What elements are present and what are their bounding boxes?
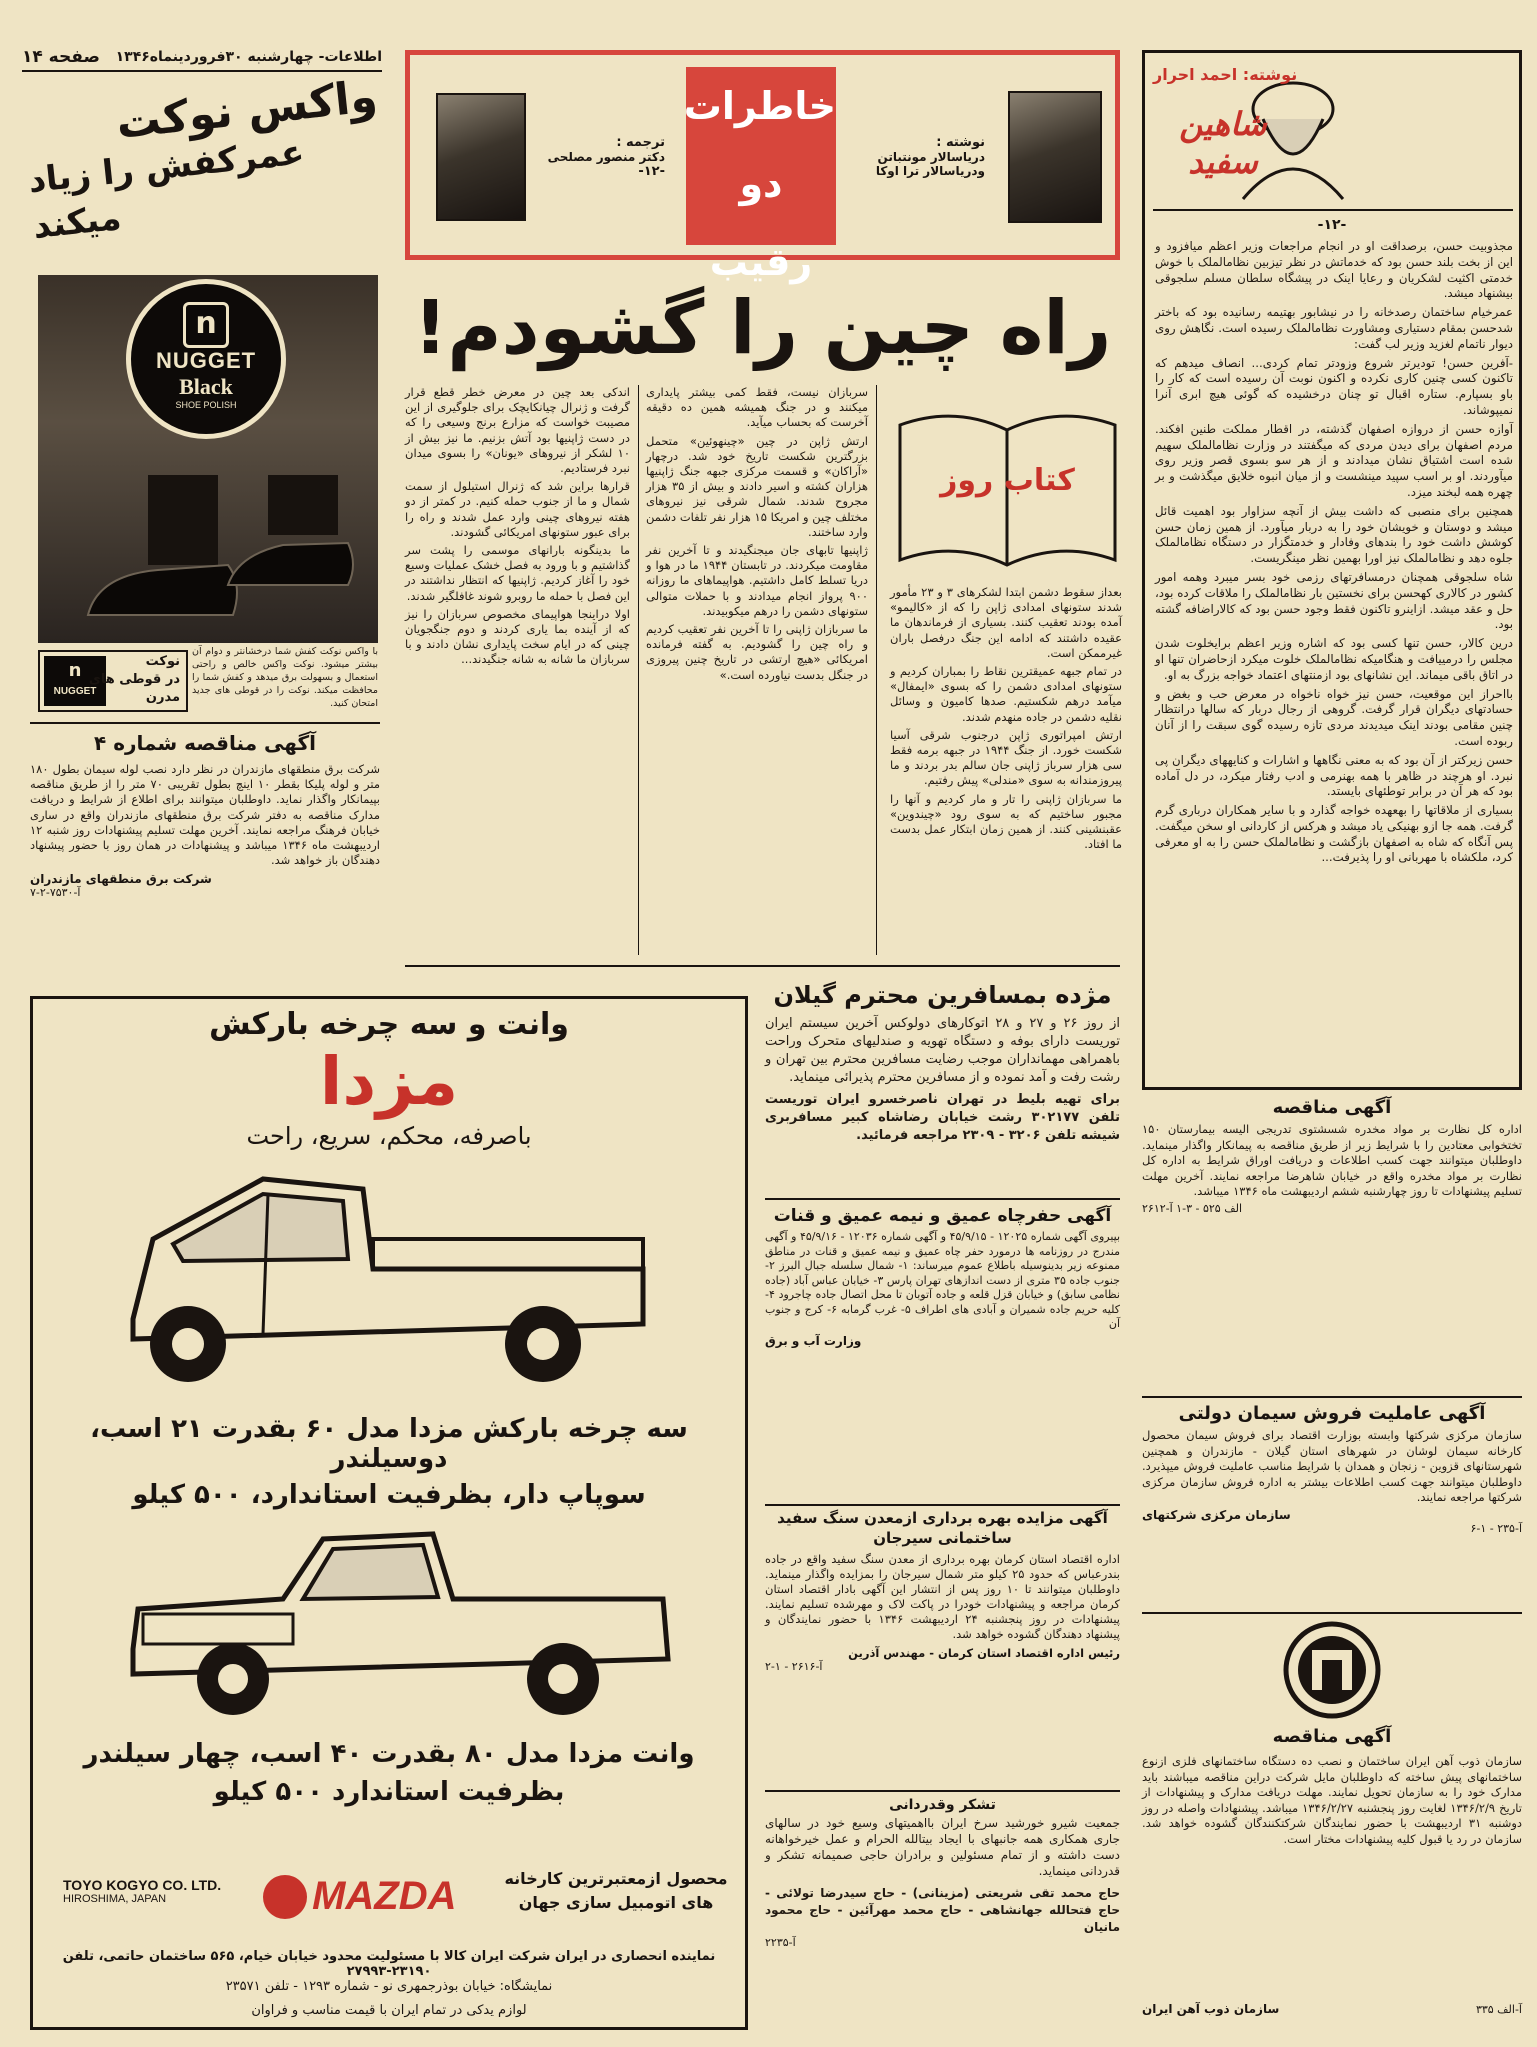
mazda-logo (263, 1874, 503, 1922)
divider (1142, 1396, 1522, 1398)
serial-col-c-p3: ارتش امپراتوری ژاپن درجنوب شرقی آسیا شکست خورد. از جنگ ۱۹۴۴ در جبهه برمه فقط سی هزار سرباز ژاپنی جان سالم بدر بردند و ما پیروزمندانه به سوی «مندلی» پیش رفتیم. (890, 727, 1122, 788)
nugget-box-brand: NUGGET (53, 686, 97, 697)
author-1: دریاسالار مونتباتن (877, 150, 985, 164)
ad-well-body: بپیروی آگهی شماره ۱۲۰۲۵ - ۴۵/۹/۱۵ و آگهی شماره ۱۲۰۳۶ - ۴۵/۹/۱۶ و آگهی مندرج در روزنامه ها درمورد حفر چاه عمیق و نیمه عمیق و قنات در مناطق ممنوعه زیر بدینوسیله باطلاع عموم میرساند: ۱- شمال سلسله جبال البرز ۲- جنوب جاده ۳۵ متری از دست اندازهای تهران پارس ۳- خیابان عباس آباد (جاده نظامی سابق) و خیابان قزل قلعه و جاده آتوبان تا محل اتصال جاده چاجرود ۴- کلیه حریم جاده شمیران و آبادی های اطراف ۵- غرب گرمابه ۶- کرج و جنوب آن (765, 1230, 1121, 1330)
ad-well (765, 1202, 1120, 1502)
page-number: صفحه ۱۴ (22, 47, 100, 67)
serial-col-a-p1: سربازان نیست، فقط کمی بیشتر پایداری میکنند و در جنگ همیشه همین ده دقیقه آخرست که بحساب میآید. (646, 385, 868, 430)
nugget-tin (126, 279, 286, 439)
white-falcon-chapter: -۱۲- (1317, 217, 1347, 233)
ad-nugget-headline2: عمرکفش را زیاد میکند (26, 132, 307, 247)
ad-stone-code: آ-۲۶۱۶ - ۱-۲ (765, 1660, 823, 1673)
ad-stone-body: اداره اقتصاد استان کرمان بهره برداری از معدن سنگ سفید واقع در جاده بندرعباس که حدود ۲۵ کیلو متر شمال سیرجان را بمزایده واگذار مینماید. داوطلبان میتوانند تا ۱۰ روز پس از انتشار این آگهی بادار اقتصاد استان کرمان مراجعه و پیشنهادات خودرا در پاکت لاک و مهرشده تسلیم نمایند. پیشنهادات در روز پنجشنبه ۲۴ اردیبهشت ۱۳۴۶ با حضور نمایندگان و پیشنهاد دهندگان گشوده خواهد شد. (765, 1552, 1121, 1641)
nugget-box-line1: نوکت (145, 654, 180, 669)
page-masthead (22, 46, 382, 72)
ad-cement-body: سازمان مرکزی شرکتها وابسته بوزارت اقتصاد برای فروش سیمان محصول کارخانه سیمان لوشان در شهرهای استان گیلان - مازندران و همچنین شهرستانهای قزوین - زنجان و همدان با شرایط مناسب عاملیت فروش میپذیرد. داوطلبان میتوانند جهت کسب اطلاعات بیشتر به اداره فروش سازمان مرکزی شرکتها مراجعه نمایند. (1142, 1428, 1522, 1504)
serial-col-b-p2: قرارها براین شد که ژنرال استیلول از سمت شمال و ما از جنوب حمله کنیم. در کمتر از دو هفته نیروهای چینی وارد عمل شدند و راه را برای عبور ستونهای امریکائی گشودند. (405, 479, 630, 539)
translator-name: دکتر منصور مصلحی (547, 150, 665, 164)
serial-col-a-p3: ژاپنیها تابهای جان میجنگیدند و تا آخرین نفر مقاومت میکردند. در تابستان ۱۹۴۴ ما در هوا و دریا تسلط کامل داشتیم. هواپیماهای ما روزانه ۹۰۰ پرواز انجام میدادند و با حملات متوالی ستونهای دشمن را درهم میکوبیدند. (646, 543, 868, 618)
ad-nugget-caption: با واکس نوکت کفش شما درخشانتر و دوام آن بیشتر میشود. نوکت واکس خالص و راحتی استعمال و بسهولت برق میدهد و کفش شما را محافظت میکند. نوکت را در قوطی های جدید امتحان کنید. (192, 646, 378, 709)
white-falcon-author: نوشته: احمد احرار (1153, 65, 1298, 84)
divider (1142, 1612, 1522, 1614)
tender-narcotics-body: اداره کل نظارت بر مواد مخدره شسشتوی تدریجی الیسه بیمارستان ۱۵۰ تختخوابی معتادین را با شرایط زیر از طریق مناقصه به پیمانکار واگذار مینماید. داوطلبان میتوانند جهت کسب اطلاعات و دریافت اوراق شرایط به اداره کل نظارت بر مواد مخدره واقع در خیابان شاهرضا مراجعه نمایند. آخرین مهلت تسلیم پیشنهادات تا روز چهارشنبه ششم اردیبهشت ماه ۱۳۴۶ میباشد. (1142, 1122, 1522, 1198)
serial-col-c (890, 585, 1122, 955)
tender-steel-sign: سازمان ذوب آهن ایران (1142, 2002, 1280, 2016)
serial-col-b-p1: اندکی بعد چین در معرض خطر قطع قرار گرفت و ژنرال چیانکایچک برای جلوگیری از این مصیبت خواست که مزارع برنج وسیعی را که در دست ژاپنیها بود آتش بزنیم. ما نیز بیش از ۱۰ لشکر از نیروهای «یونان» را بسوی میدان نبرد فرستادیم. (405, 385, 630, 476)
white-falcon-p7: درین کالار، حسن تنها کسی بود که اشاره وزیر اعظم برایخلوت شدن مجلس را درمییافت و هنگامیکه نظامالملک خلوت میکرد ازحاضران تنها او در اتاق باقی میماند. این نشانهای بود ازمنتهای اعتماد خواجه بزرگ به او. (1155, 636, 1513, 682)
white-falcon-p1: مجذوبیت حسن، برصداقت او در انجام مراجعات وزیر اعظم میافزود و این از بخت بلند حسن بود که خدماتش در نظر تیزبین نظامالملک با خوش خدمتی اکثیت لشکریان و رعایا اینک در پیشگاه سلطان مسلم سلجوقی بیشنهاد میشد. (1155, 239, 1513, 301)
nugget-box-logo: n NUGGET (44, 656, 106, 706)
ad-nugget-photo (38, 275, 378, 643)
tender-steel-body: سازمان ذوب آهن ایران ساختمان و نصب ده دستگاه ساختمانهای فلزی ازنوع ساختمانهای پیش ساخته که داوطلبان مایل شرکت دراین مناقصه میباشند باید مدارک خود را به سازمان تحویل نمایند. مهلت دریافت مدارک و پیشنهادات از تاریخ ۱۳۴۶/۲/۹ لغایت روز پنجشنبه ۱۳۴۶/۲/۲۷ میباشد. پیشنهادات واصله در روز دوشنبه ۳۱ اردیبهشت با حضور نمایندگان شرکتکنندگان گشوده خواهد شد. سازمان در رد یا قبول کلیه پیشنهادات مختار است. (1142, 1754, 1523, 1846)
divider (765, 1504, 1120, 1506)
tender-steel-code: آ-الف ۳۳۵ (1475, 2003, 1522, 2016)
white-falcon-p9: حسن زیرکتر از آن بود که به معنی نگاهها و اشارات و کنایههای دیگران پی نبرد. او هرچند در ظاهر با همه بهنرمی و ادب رفتار میکرد، در دل آماده بود که هر آن در برابر توطئهای بایستد. (1155, 752, 1513, 799)
white-falcon-p6: شاه سلجوقی همچنان درمسافرتهای رزمی خود بسر میبرد وهمه امور کشور در کالاری کهحسن برای نخستین بار نظامالملک را ملاقات کرده بود، حل و عقد میشد. ازاینرو تاکنون فقط وجود حسن بود که کالاراضافه گشته بود. (1155, 569, 1513, 632)
white-falcon-p5: همچنین برای منصبی که داشت بیش از آنچه سزاوار بود اهمیت قائل میشد و دوستان و خویشان خود را به دربار میآورد. از همین زمان حسن کوشش داشت خود را بندهای وفادار و خدمتگزار در دستگاه نظامالملک جلوه دهد و نظامالملک نیز اورا بهمین نظر مینگریست. (1155, 503, 1513, 566)
divider (30, 722, 380, 724)
shoe-icon (68, 475, 368, 635)
mazda-tri-line2: سوپاپ دار، بظرفیت استاندارد، ۵۰۰ کیلو (132, 1480, 646, 1510)
serial-col-c-p4: ما سربازان ژاپنی را تار و مار کردیم و آنها را مجبور ساختیم که به سوی رود «چیندوین» عقبنشینی کنند. از همین زمان ابتکار عمل بدست ما افتاد. (890, 791, 1122, 852)
ad-gilan (765, 975, 1120, 1195)
white-falcon-body (1155, 239, 1513, 1087)
serial-col-b-p3: ما بدینگونه بارانهای موسمی را پشت سر گذاشتیم و با ورود به فصل خشک عملیات وسیع خود را آغاز کردیم. ژاپنیها که انتظار نداشتند در این فصل با حمله ما روبرو شوند غافلگیر شدند. (405, 543, 630, 603)
tender-narcotics-code: الف ۵۲۵ - ۳-۱ آ-۲۶۱۲ (1142, 1201, 1242, 1215)
translator-block (535, 135, 665, 179)
tricycle-truck-icon (113, 1149, 673, 1399)
tender-steel (1142, 1616, 1522, 2036)
tender-narcotics-title: آگهی مناقصه (1272, 1097, 1392, 1118)
thanks-names: حاج محمد تقی شریعتی (مزینانی) - حاج سیدرضا تولائی - حاج فتحالله جهانشاهی - حاج محمد مهرآئین - حاج محمود مانیان (765, 1886, 1120, 1934)
nugget-box-line2: در قوطی های (88, 672, 180, 687)
ad-gilan-body: از روز ۲۶ و ۲۷ و ۲۸ اتوکارهای دولوکس آخرین سیستم ایران توریست دارای بوفه و دستگاه تهویه و صندلیهای متحرک وراحت باهمراهی مهمانداران موجب رضایت مسافرین محترم بین تهران و رشت رفت و آمد نموده و از مسافرین محترم پذیرائی مینماید. (765, 1016, 1121, 1085)
ad-nugget-box (38, 650, 188, 712)
mazda-top: وانت و سه چرخه بارکش (209, 1007, 569, 1042)
ad-cement-code: آ-۲۳۵ - ۱-۶ (1470, 1521, 1522, 1535)
thanks (765, 1795, 1120, 2030)
white-falcon-p4: آوازه حسن از دروازه اصفهان گذشته، در اقطار مملکت طنین افکند. مردم اصفهان برای دیدن مردی که میگفتند در وزارت نظامالملک سهیم شده است اشتیاق نشان میدادند و از هر سو بسوی قصر وزیر روی میآوردند. او بر اسب سپید مینشست و از میان انبوه خلایق میگذشت و بر چهره همه لبخند میزد. (1155, 421, 1513, 499)
mazda-tagline: باصرفه، محکم، سریع، راحت (246, 1122, 532, 1150)
author-block (850, 135, 985, 178)
serial-col-c-p1: بعداز سقوط دشمن ابتدا لشکرهای ۳ و ۲۳ مأمور شدند ستونهای امدادی ژاپن را که از «کالیمو» آمده بودند تعقیب کنند. بسیاری از فرماندهان ما عقیده داشتند که ادامه این جنگ درفصل باران غیرممکن است. (890, 585, 1122, 660)
ad-well-title: آگهی حفرچاه عمیق و نیمه عمیق و قنات (773, 1206, 1112, 1226)
steel-company-emblem-icon (1282, 1620, 1382, 1720)
nugget-tin-brand: NUGGET (155, 348, 257, 373)
mazda-brand-fa: مزدا (319, 1043, 459, 1120)
serial-title-line2: دو رقیب (709, 162, 813, 284)
thanks-title: تشکر وقدردانی (889, 1797, 996, 1813)
serial-title-box (683, 67, 836, 284)
mazda-van-text (43, 1739, 735, 1807)
serial-col-a (646, 385, 868, 955)
author-label: نوشته : (936, 135, 985, 150)
ad-mazda (30, 996, 748, 2030)
mazda-logo-icon (263, 1875, 307, 1919)
tender-4-code: آ-۷۵۳۰-۲-۷ (30, 886, 81, 900)
nugget-box-line3: مدرن (145, 690, 180, 705)
mazda-agent: نماینده انحصاری در ایران شرکت ایران کالا با مسئولیت محدود خیابان خیام، ۵۶۵ ساختمان حاتمی، تلفن ۲۳۱۹۰-۲۷۹۹۳ (62, 1949, 716, 1979)
ad-cement-sign: سازمان مرکزی شرکتهای (1142, 1507, 1291, 1522)
author-2: ودریاسالار ترا اوکا (875, 164, 985, 178)
serial-title-line1: خاطرات (683, 84, 836, 128)
mazda-maker-fa: محصول ازمعتبرترین کارخانه های اتومبیل سازی جهان (504, 1869, 728, 1912)
ad-stone-sign: رئیس اداره اقتصاد استان کرمان - مهندس آذرین (848, 1646, 1120, 1660)
ad-stone (765, 1508, 1120, 1788)
translator-photo (436, 93, 526, 221)
white-falcon-p8: بااحراز این موقعیت، حسن نیز خواه ناخواه در معرض حب و بغض و حسادتهای دیگران قرار گرفت. گروهی از رجال دربار که سالها درانتظار چنین مقامی بودند اینک میدیدند مردی تازه رسیده گوی سبقت را از آنان ربوده است. (1155, 686, 1513, 748)
tender-4-sign: شرکت برق منطقهای مازندران (30, 872, 212, 887)
nugget-tin-logo-icon: n (183, 302, 229, 348)
mazda-showroom: نمایشگاه: خیابان بوذرجمهری نو - شماره ۱۲۹۳ - تلفن ۲۳۵۷۱ (225, 1979, 553, 1994)
mazda-maker-en-city: HIROSHIMA, JAPAN (63, 1893, 167, 1905)
thanks-body: جمعیت شیرو خورشید سرخ ایران بااهمیتهای وسیع خود در سالهای جاری همکاری همه جانبهای با ایجاد بیتالله الحرام و عمل خیرخواهانه دست داشته و از تمام مسئولین و برادران حاجی صمیمانه تشکر و قدردانی مینماید. (765, 1816, 1120, 1878)
divider (765, 1790, 1120, 1792)
ad-well-sign: وزارت آب و برق (765, 1333, 862, 1348)
pickup-van-icon (123, 1499, 683, 1729)
serial-col-a-p2: ارتش ژاپن در چین «چینهوئین» متحمل بزرگترین شکست تاریخ خود شد. درچهار «آراکان» و قسمت مرکزی جبهه جنگ ژاپنیها هزاران کشته و اسیر دادند و بیش از ۳۵ هزار مجروح شدند. شمال شرقی نیز نیروهای مختلف چین و امریکا ۱۵ هزار نفر تلفات دشمن وارد ساختند. (646, 433, 868, 539)
book-of-day-title: کتاب روز (940, 463, 1075, 498)
ad-cement (1142, 1400, 1522, 1610)
tender-steel-title: آگهی مناقصه (1272, 1726, 1392, 1747)
divider (638, 385, 639, 955)
mazda-tri-text (43, 1414, 735, 1510)
serial-col-a-p4: ما سربازان ژاپنی را تا آخرین نفر تعقیب کردیم و راه چین را گشودیم. به گفته فرمانده امریکائی «هیچ ارتشی در تاریخ چنین پیروزی در جنگل بدست نیاورده است.» (646, 622, 868, 682)
serial-headline: راه چین را گشودم! (413, 285, 1112, 371)
white-falcon-p2: عمرخیام ساختمان رصدخانه را در نیشابور بهتیمه رسانیده بود که باختر شدحسن بمقام دستیاری ومشاورت نظامالملک رسیده است. نگاهش روی دیوار ناتمام لغزید وزیر لب گفت: (1155, 305, 1513, 351)
nugget-tin-variant: Black (179, 374, 233, 399)
white-falcon-title: شاهین سفید (1179, 105, 1267, 181)
translator-label: ترجمه : (616, 135, 665, 150)
ad-gilan-contact: برای تهیه بلیط در تهران ناصرخسرو ایران توریست تلفن ۳۰۲۱۷۷ رشت خیابان رضاشاه کبیر مسافربری شیشه تلفن ۳۲۰۶ - ۲۳۰۹ مراجعه فرمائید. (765, 1092, 1120, 1143)
tender-4 (30, 728, 380, 968)
thanks-code: آ-۲۲۳۵ (765, 1936, 796, 1949)
mazda-maker-en (63, 1877, 253, 1905)
tender-4-body: شرکت برق منطقهای مازندران در نظر دارد نصب لوله سیمان بطول ۱۸۰ متر و لوله پلیکا بقطر ۱۰ اینچ بطول تقریبی ۷۰ متر را از طریق مناقصه بپیمانکار واگذار نماید. داوطلبان میتوانند برای اطلاع از شرایط و دریافت مدارک مناقصه به دفتر شرکت برق منطقهای مازندران واقع در ساری خیابان فرهنگ مراجعه نمایند. آخرین مهلت تسلیم پیشنهادات روز شنبه ۱۲ اردیبهشت ماه ۱۳۴۶ میباشد و پیشنهادات در همان روز با حضور پیشنهاد دهندگان باز خواهد شد. (30, 762, 380, 868)
author-photo (1008, 91, 1102, 223)
mazda-van-line2: بظرفیت استاندارد ۵۰۰ کیلو (213, 1777, 565, 1807)
ad-cement-title: آگهی عاملیت فروش سیمان دولتی (1178, 1403, 1486, 1424)
mazda-logo-text: MAZDA (312, 1874, 457, 1918)
mazda-van-line1: وانت مزدا مدل ۸۰ بقدرت ۴۰ اسب، چهار سیلندر (83, 1739, 695, 1769)
mazda-tri-line1: سه چرخه بارکش مزدا مدل ۶۰ بقدرت ۲۱ اسب، دوسیلندر (90, 1414, 688, 1474)
ad-gilan-title: مژده بمسافرین محترم گیلان (773, 981, 1112, 1009)
serial-header-box (405, 50, 1120, 284)
mazda-parts: لوازم یدکی در تمام ایران با قیمت مناسب و فراوان (251, 2003, 527, 2018)
divider (405, 965, 1120, 967)
ad-nugget (26, 70, 380, 720)
tender-narcotics (1142, 1094, 1522, 1394)
white-falcon-p10: بسیاری از ملاقاتها را بهعهده خواجه گذارد و با سایر همکاران درباری گرم گرفت. همه جا ازو بهنیکی یاد میشد و هرکس از کاردانی او سخن میگفت. پس آنگاه که شاه به اصفهان بازگشت و نظامالملک حسن را به او معرفی کرد، ملکشاه با مهربانی او را پذیرفت... (1155, 803, 1513, 865)
nugget-tin-sub: SHOE POLISH (175, 400, 237, 410)
serial-col-b (405, 385, 630, 955)
ad-stone-title: آگهی مزایده بهره برداری ازمعدن سنگ سفید ساختمانی سیرجان (777, 1509, 1108, 1547)
white-falcon-p3: -آفرین حسن! تودیرتر شروع وزودتر تمام کردی... انصاف میدهم که تاکنون کسی چنین کاری نکرده و اکنون نوبت آن رسیده است که کار را باو بسپارم. ستاره اقبال تو چنان درخشیده که گوئی هیچ ابری آنرا نمیپوشاند. (1155, 355, 1513, 417)
book-of-day (895, 395, 1120, 575)
serial-col-b-p4: اولا دراینجا هواپیمای مخصوص سربازان را نیز که از آینده بما یاری کردند و دوم جنگجویان چینی که در ایام سخت پایداری نشان دادند و با سربازان ما شانه به شانه جنگیدند... (405, 606, 630, 667)
tender-4-title: آگهی مناقصه شماره ۴ (94, 731, 316, 755)
serial-part: -۱۲- (638, 164, 665, 179)
paper-date: اطلاعات- چهارشنبه ۳۰فروردینماه۱۳۴۶ (115, 49, 382, 65)
serial-white-falcon (1142, 50, 1522, 1090)
divider (765, 1198, 1120, 1200)
mazda-maker-en-name: TOYO KOGYO CO. LTD. (63, 1877, 222, 1893)
white-falcon-banner (1153, 61, 1513, 211)
divider (876, 385, 877, 955)
serial-col-c-p2: در تمام جبهه عمیقترین نقاط را بمباران کردیم و ستونهای امدادی دشمن را که بسوی «ایمفال» میآمد درهم شکستیم. صدها کامیون و وسائل نقلیه دشمن در جاده منهدم شدند. (890, 664, 1122, 724)
ad-nugget-headline1: واکس نوکت (113, 70, 380, 150)
